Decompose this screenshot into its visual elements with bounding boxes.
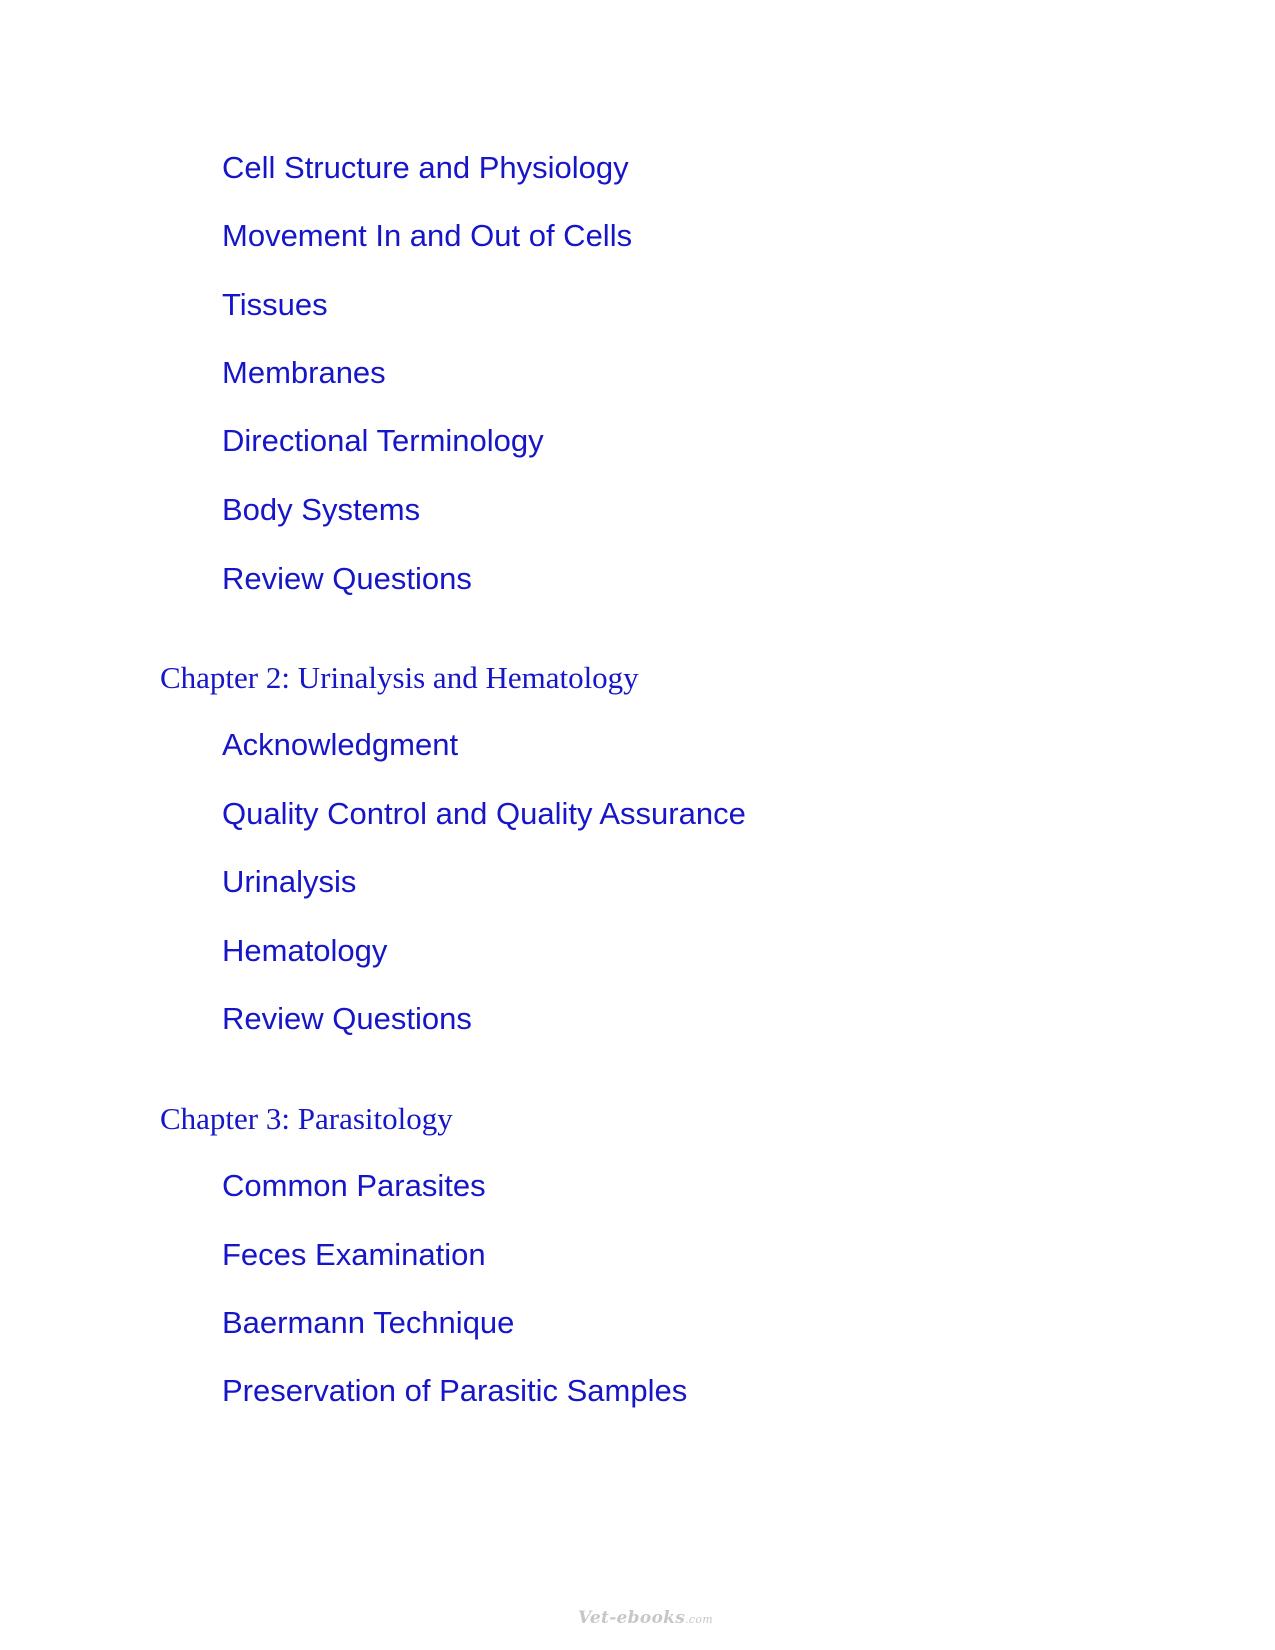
chapter-3-heading[interactable]: Chapter 3: Parasitology [160,1101,453,1136]
toc-link-baermann-technique[interactable]: Baermann Technique [222,1305,515,1340]
toc-link-quality-control[interactable]: Quality Control and Quality Assurance [222,796,746,831]
toc-link-preservation-samples[interactable]: Preservation of Parasitic Samples [222,1373,688,1408]
toc-link-urinalysis[interactable]: Urinalysis [222,864,357,899]
toc-link-body-systems[interactable]: Body Systems [222,492,421,527]
chapter-2-heading[interactable]: Chapter 2: Urinalysis and Hematology [160,660,639,695]
toc-link-common-parasites[interactable]: Common Parasites [222,1168,486,1203]
toc-link-review-questions-1[interactable]: Review Questions [222,561,472,596]
toc-link-movement-cells[interactable]: Movement In and Out of Cells [222,218,633,253]
toc-link-cell-structure[interactable]: Cell Structure and Physiology [222,150,629,185]
toc-link-membranes[interactable]: Membranes [222,355,386,390]
watermark-logo [578,1608,713,1628]
watermark-suffix: .com [685,1613,714,1626]
toc-link-acknowledgment[interactable]: Acknowledgment [222,727,459,762]
toc-link-review-questions-2[interactable]: Review Questions [222,1001,472,1036]
toc-link-tissues[interactable]: Tissues [222,287,328,322]
toc-link-feces-examination[interactable]: Feces Examination [222,1237,486,1272]
toc-link-directional-terminology[interactable]: Directional Terminology [222,423,544,458]
watermark-brand: Vet-ebooks [578,1608,686,1628]
toc-link-hematology[interactable]: Hematology [222,933,388,968]
